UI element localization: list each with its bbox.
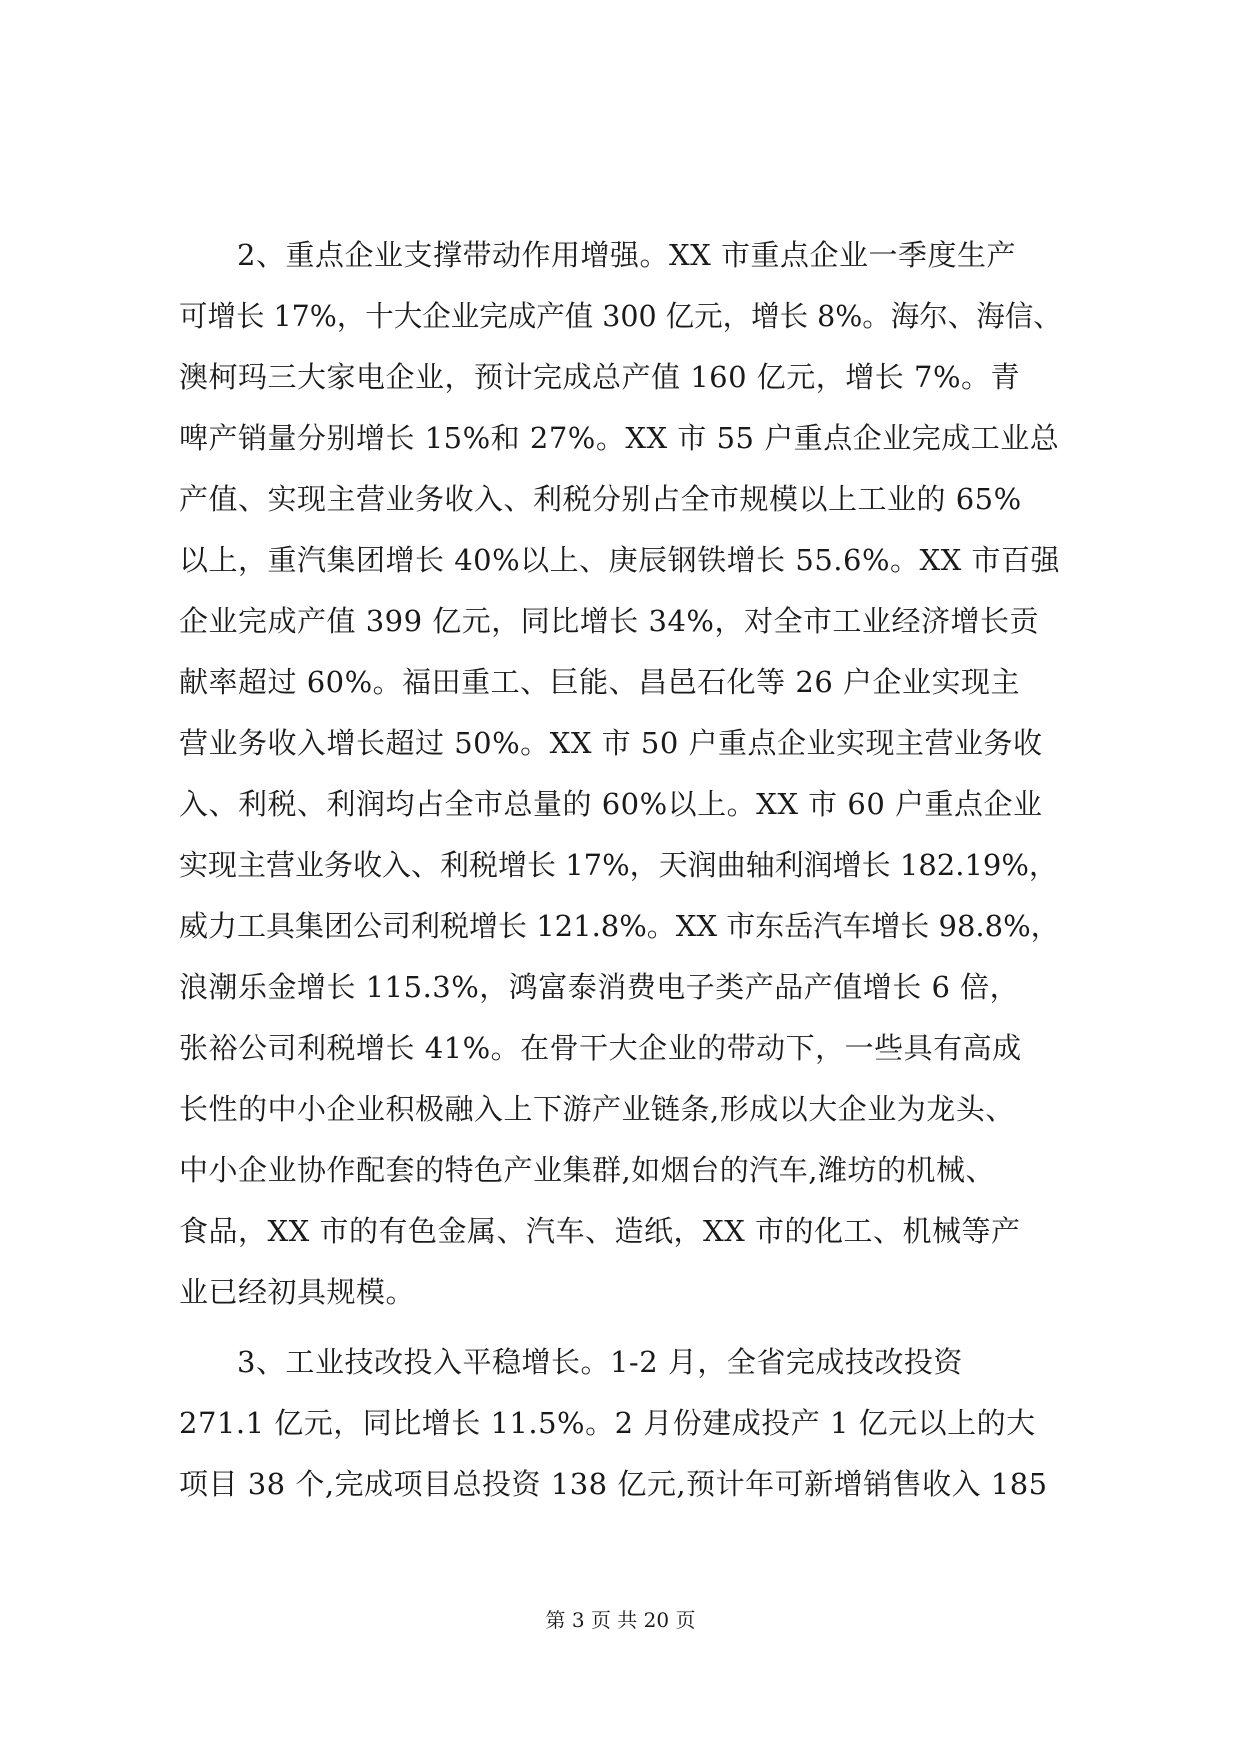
page-footer: 第 3 页 共 20 页 [545,1608,696,1632]
paragraph-2-line-8: 献率超过 60%。福田重工、巨能、昌邑石化等 26 户企业实现主 [179,665,1021,699]
paragraph-2-line-9: 营业务收入增长超过 50%。XX 市 50 户重点企业实现主营业务收 [179,726,1043,760]
paragraph-2-line-11: 实现主营业务收入、利税增长 17%，天润曲轴利润增长 182.19%， [179,848,1058,882]
paragraph-2-line-17: 食品，XX 市的有色金属、汽车、造纸，XX 市的化工、机械等产 [179,1214,1021,1248]
paragraph-2-line-13: 浪潮乐金增长 115.3%，鸿富泰消费电子类产品产值增长 6 倍， [179,970,1020,1004]
paragraph-2-line-14: 张裕公司利税增长 41%。在骨干大企业的带动下，一些具有高成 [179,1031,1022,1065]
paragraph-2-line-6: 以上，重汽集团增长 40%以上、庚辰钢铁增长 55.6%。XX 市百强 [179,543,1061,577]
paragraph-2-line-1: 2、重点企业支撑带动作用增强。XX 市重点企业一季度生产 [237,238,1016,272]
paragraph-3-line-3: 项目 38 个,完成项目总投资 138 亿元,预计年可新增销售收入 185 [179,1467,1048,1501]
paragraph-2-line-7: 企业完成产值 399 亿元，同比增长 34%，对全市工业经济增长贡 [179,604,1039,638]
paragraph-2-line-12: 威力工具集团公司利税增长 121.8%。XX 市东岳汽车增长 98.8%， [179,909,1060,943]
paragraph-2-line-18: 业已经初具规模。 [179,1275,416,1309]
paragraph-2-line-2: 可增长 17%，十大企业完成产值 300 亿元，增长 8%。海尔、海信、 [179,299,1062,333]
paragraph-2-line-15: 长性的中小企业积极融入上下游产业链条,形成以大企业为龙头、 [179,1092,1015,1126]
paragraph-2-line-4: 啤产销量分别增长 15%和 27%。XX 市 55 户重点企业完成工业总 [179,421,1060,455]
paragraph-3-line-1: 3、工业技改投入平稳增长。1-2 月，全省完成技改投资 [237,1345,963,1379]
paragraph-2-line-16: 中小企业协作配套的特色产业集群,如烟台的汽车,潍坊的机械、 [179,1153,995,1187]
paragraph-2-line-10: 入、利税、利润均占全市总量的 60%以上。XX 市 60 户重点企业 [179,787,1043,821]
paragraph-2-line-5: 产值、实现主营业务收入、利税分别占全市规模以上工业的 65% [179,482,1022,516]
paragraph-3-line-2: 271.1 亿元，同比增长 11.5%。2 月份建成投产 1 亿元以上的大 [179,1406,1036,1440]
paragraph-2-line-3: 澳柯玛三大家电企业，预计完成总产值 160 亿元，增长 7%。青 [179,360,1021,394]
